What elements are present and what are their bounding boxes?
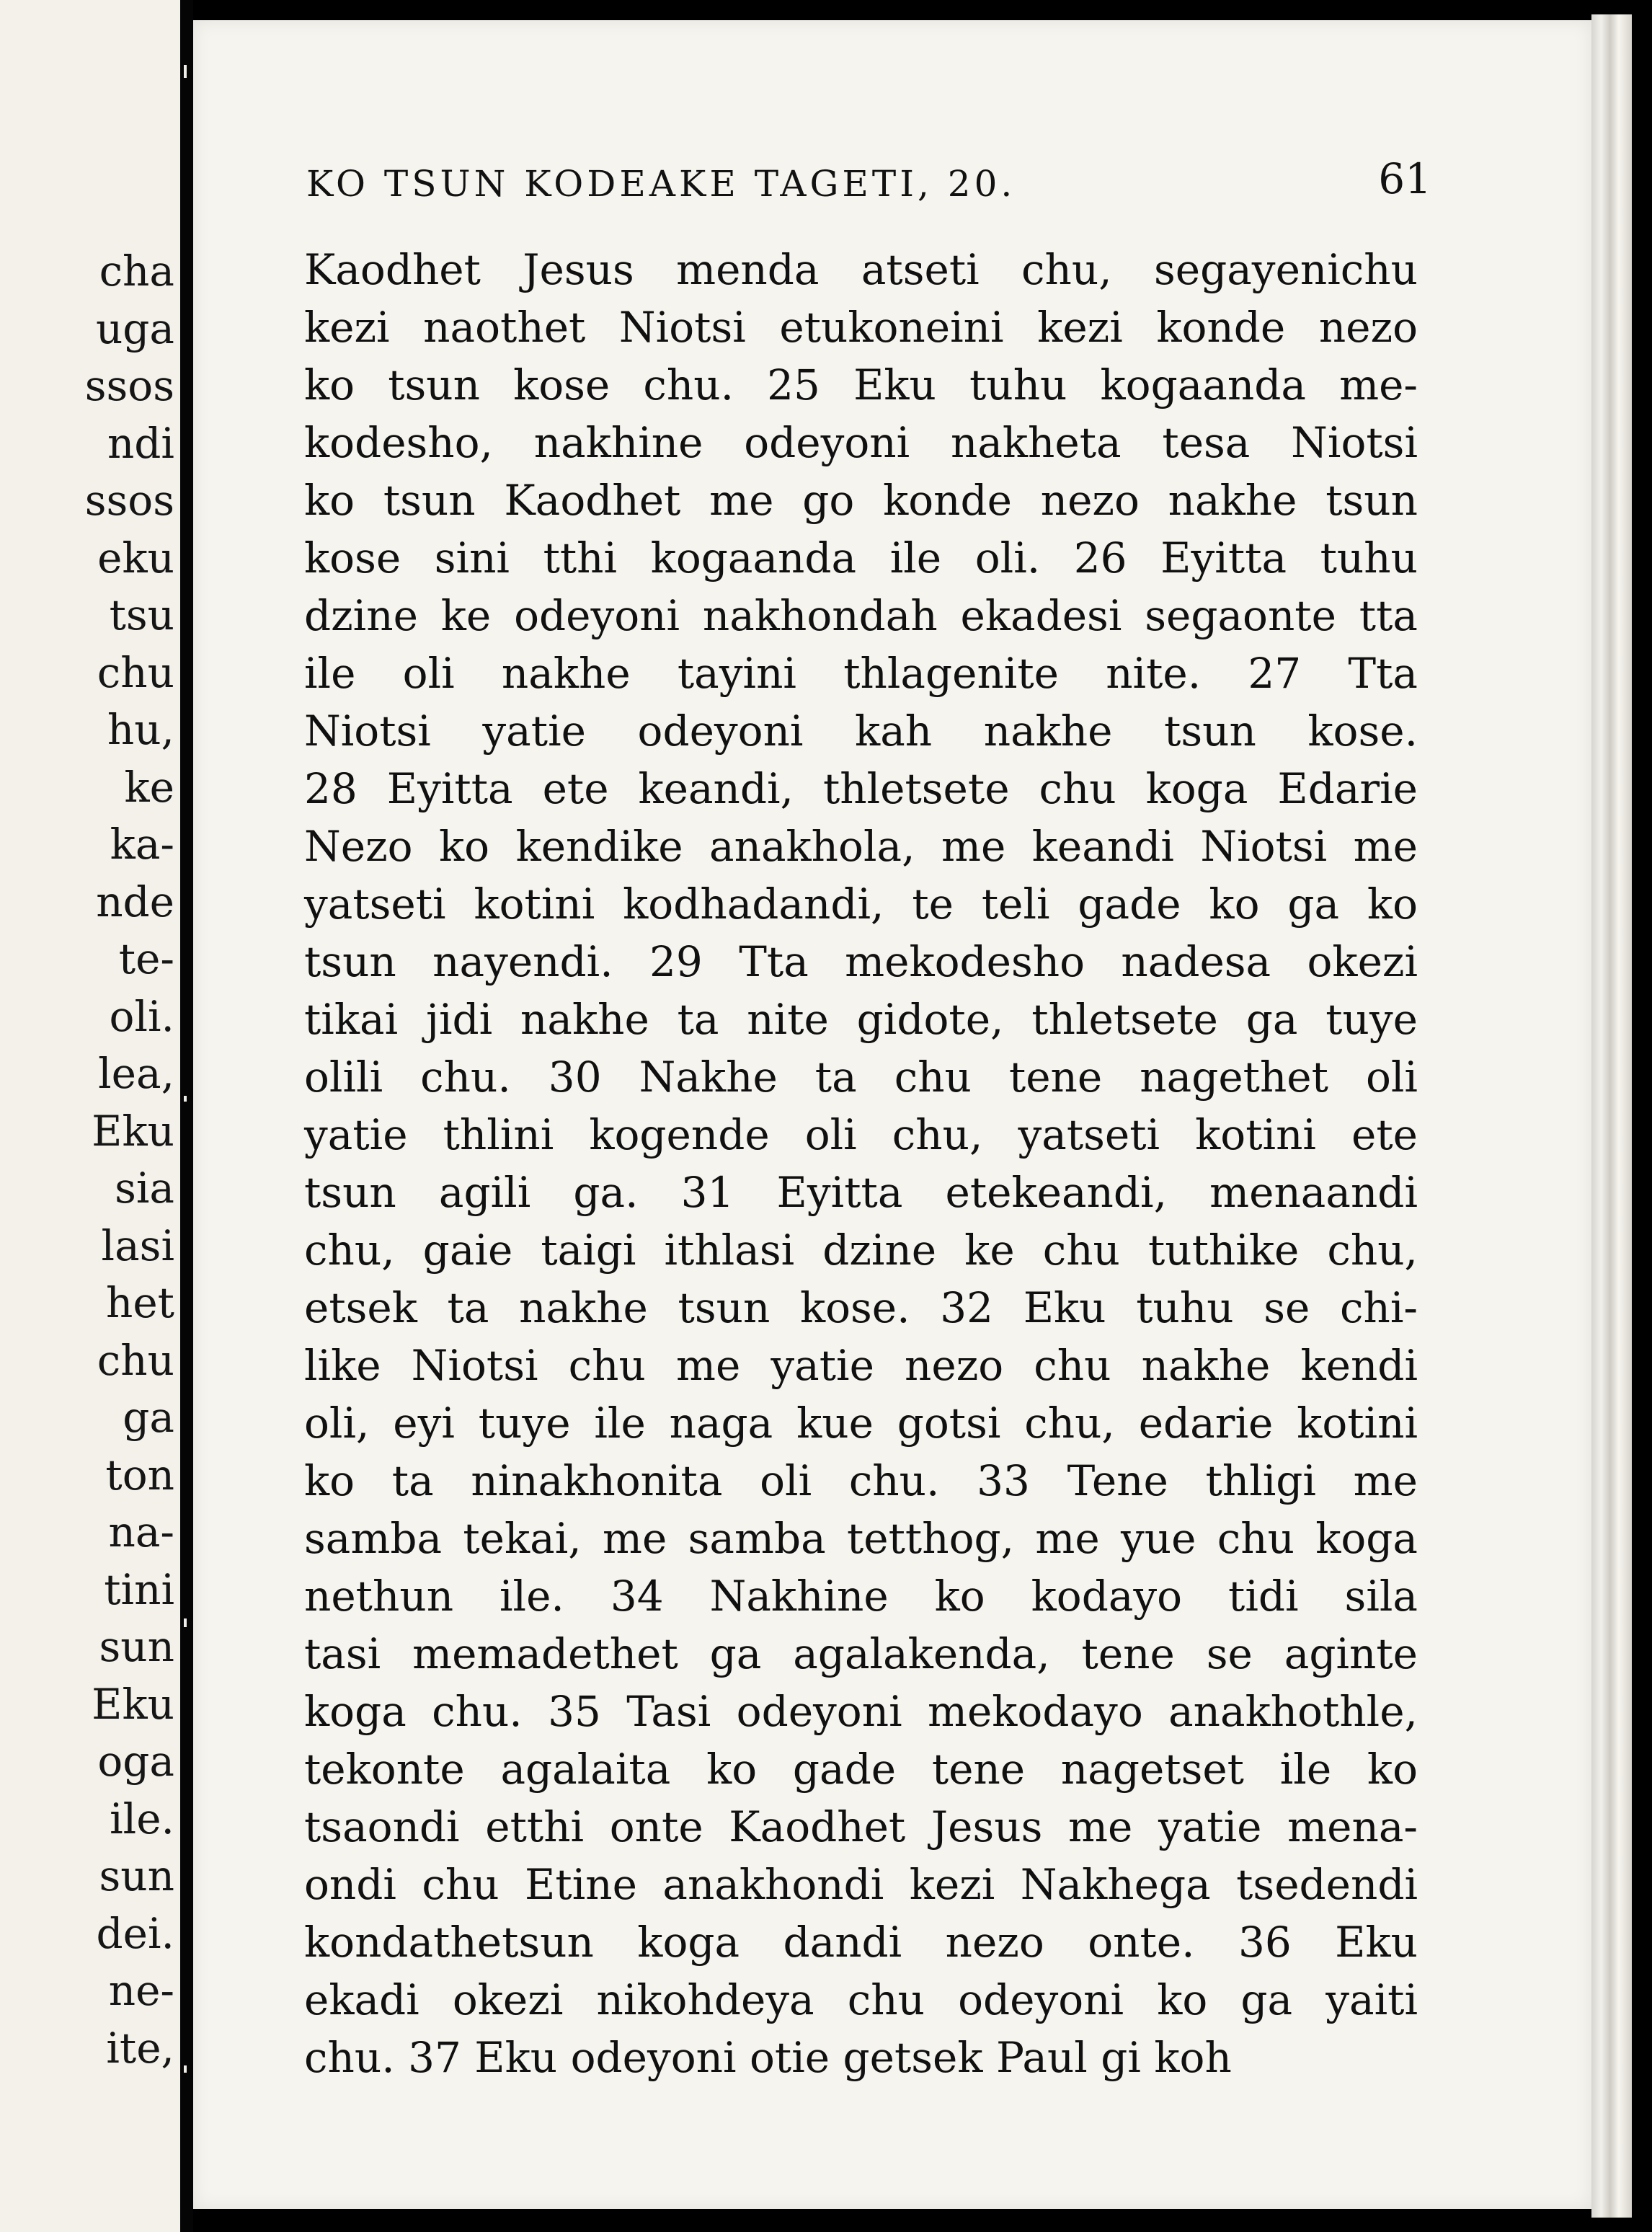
left-page-text-fragment: hu,	[107, 705, 174, 754]
body-text-line: like Niotsi chu me yatie nezo chu nakhe kendi	[304, 1341, 1418, 1390]
left-page-text-fragment: eku	[97, 533, 174, 583]
left-page-text-fragment: ssos	[84, 361, 174, 410]
body-text-line: chu, gaie taigi ithlasi dzine ke chu tuthike chu,	[304, 1226, 1418, 1275]
body-text-line: ko ta ninakhonita oli chu. 33 Tene thligi me	[304, 1456, 1418, 1505]
body-text-line: yatseti kotini kodhadandi, te teli gade ko ga ko	[304, 880, 1418, 929]
left-page-text-fragment: sun	[99, 1622, 174, 1671]
gutter-mark	[184, 1618, 187, 1627]
body-text-line: tsun agili ga. 31 Eyitta etekeandi, menaandi	[304, 1168, 1418, 1217]
body-text-line: samba tekai, me samba tetthog, me yue chu koga	[304, 1514, 1418, 1563]
left-page-text-fragment: ite,	[106, 2023, 174, 2073]
body-text-line: Nezo ko kendike anakhola, me keandi Niotsi me	[304, 822, 1418, 871]
body-text-line: yatie thlini kogende oli chu, yatseti kotini ete	[304, 1110, 1418, 1159]
body-text-line: Kaodhet Jesus menda atseti chu, segayenichu	[304, 245, 1418, 294]
body-text-line: tekonte agalaita ko gade tene nagetset ile ko	[304, 1745, 1418, 1794]
page-number: 61	[1378, 154, 1431, 203]
left-page-text-fragment: sia	[115, 1164, 174, 1213]
gutter-mark	[184, 65, 187, 78]
left-page-text-fragment: ton	[105, 1450, 174, 1500]
left-page-text-fragment: uga	[95, 304, 174, 353]
left-page-text-fragment: nde	[96, 877, 174, 926]
gutter-mark	[184, 1096, 187, 1102]
left-page-text-fragment: cha	[99, 247, 174, 296]
left-page-text-fragment: tsu	[109, 590, 174, 639]
body-text-line: ko tsun Kaodhet me go konde nezo nakhe tsun	[304, 476, 1418, 525]
left-page-text-fragment: dei.	[96, 1908, 174, 1958]
body-text-line: kose sini tthi kogaanda ile oli. 26 Eyitta tuhu	[304, 533, 1418, 583]
left-page-fragment	[0, 0, 180, 2232]
left-page-text-fragment: ndi	[107, 418, 174, 468]
body-text-line: ondi chu Etine anakhondi kezi Nakhega tsedendi	[304, 1860, 1418, 1909]
left-page-text-fragment: ga	[123, 1393, 174, 1442]
page-edge	[1591, 14, 1632, 2218]
body-text-line: Niotsi yatie odeyoni kah nakhe tsun kose.	[304, 707, 1418, 756]
body-text-line: tsaondi etthi onte Kaodhet Jesus me yatie mena-	[304, 1802, 1418, 1851]
body-text-line: kezi naothet Niotsi etukoneini kezi konde nezo	[304, 303, 1418, 352]
left-page-text-fragment: na-	[108, 1507, 174, 1556]
body-text-line: chu. 37 Eku odeyoni otie getsek Paul gi koh	[304, 2033, 1232, 2082]
left-page-text-fragment: ile.	[110, 1794, 174, 1843]
body-text-line: kondathetsun koga dandi nezo onte. 36 Eku	[304, 1918, 1418, 1967]
book-gutter	[180, 0, 193, 2232]
body-text-line: ekadi okezi nikohdeya chu odeyoni ko ga yaiti	[304, 1975, 1418, 2024]
body-text-line: nethun ile. 34 Nakhine ko kodayo tidi sila	[304, 1572, 1418, 1621]
body-text-line: tasi memadethet ga agalakenda, tene se aginte	[304, 1629, 1418, 1678]
left-page-text-fragment: ne-	[108, 1966, 174, 2015]
body-text-line: koga chu. 35 Tasi odeyoni mekodayo anakhothle,	[304, 1687, 1418, 1736]
left-page-text-fragment: chu	[97, 647, 174, 697]
body-text-line: oli, eyi tuye ile naga kue gotsi chu, edarie kotini	[304, 1399, 1418, 1448]
left-page-text-fragment: te-	[118, 934, 174, 983]
left-page-text-fragment: tini	[104, 1564, 174, 1614]
body-text-line: ko tsun kose chu. 25 Eku tuhu kogaanda me-	[304, 360, 1418, 409]
body-text-line: dzine ke odeyoni nakhondah ekadesi segaonte tta	[304, 591, 1418, 640]
body-text-line: tsun nayendi. 29 Tta mekodesho nadesa okezi	[304, 937, 1418, 986]
body-text-line: olili chu. 30 Nakhe ta chu tene nagethet oli	[304, 1053, 1418, 1102]
left-page-text-fragment: lea,	[98, 1049, 174, 1098]
body-text-line: tikai jidi nakhe ta nite gidote, thletsete ga tuye	[304, 995, 1418, 1044]
body-text-line: etsek ta nakhe tsun kose. 32 Eku tuhu se chi-	[304, 1283, 1418, 1332]
left-page-text-fragment: oga	[97, 1737, 174, 1786]
left-page-text-fragment: ssos	[84, 476, 174, 525]
left-page-text-fragment: chu	[97, 1335, 174, 1385]
left-page-text-fragment: het	[106, 1278, 174, 1327]
body-text-line: kodesho, nakhine odeyoni nakheta tesa Niotsi	[304, 418, 1418, 467]
running-header: KO TSUN KODEAKE TAGETI, 20.	[306, 163, 1016, 205]
left-page-text-fragment: Eku	[92, 1679, 174, 1729]
left-page-text-fragment: ke	[124, 762, 174, 812]
left-page-text-fragment: oli.	[109, 991, 174, 1041]
gutter-mark	[184, 2065, 187, 2073]
left-page-text-fragment: Eku	[92, 1106, 174, 1156]
left-page-text-fragment: ka-	[110, 820, 174, 869]
left-page-text-fragment: sun	[99, 1851, 174, 1900]
body-text-line: ile oli nakhe tayini thlagenite nite. 27 Tta	[304, 649, 1418, 698]
left-page-text-fragment: lasi	[101, 1221, 174, 1270]
body-text-line: 28 Eyitta ete keandi, thletsete chu koga Edarie	[304, 764, 1418, 813]
